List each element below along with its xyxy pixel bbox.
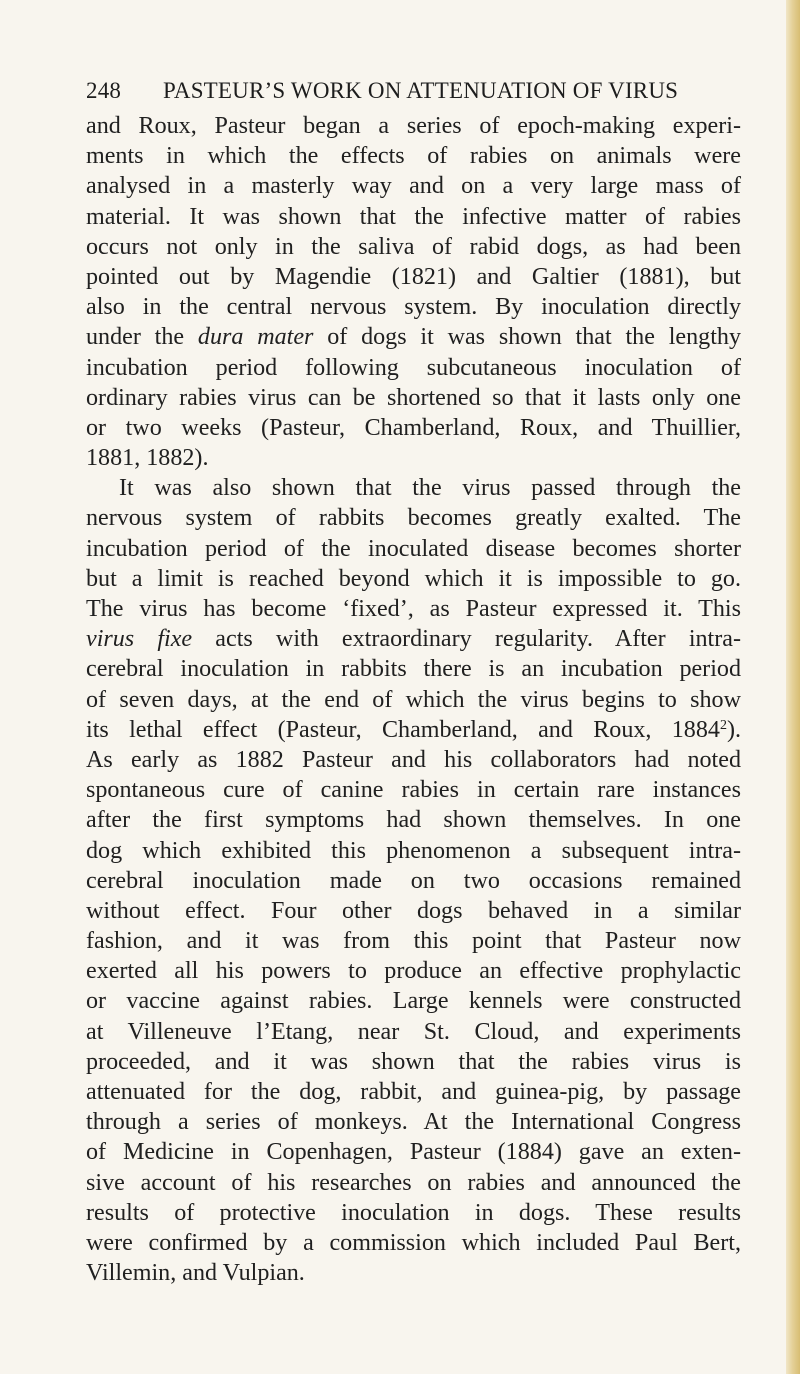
text-line (86, 1107, 741, 1137)
text-segment: nervous system of rabbits becomes greatly exalted. The (86, 505, 741, 532)
text-line (86, 1198, 741, 1228)
text-line (86, 1047, 741, 1077)
text-line (86, 775, 741, 805)
text-segment: of seven days, at the end of which the virus begins to show (86, 686, 741, 713)
text-line (86, 171, 741, 201)
text-line (86, 594, 741, 624)
text-segment: ordinary rabies virus can be shortened so that it lasts only one (86, 384, 741, 411)
text-line (86, 745, 741, 775)
text-segment: results of protective inoculation in dogs. These results (86, 1199, 741, 1226)
text-segment: also in the central nervous system. By inoculation directly (86, 294, 741, 321)
text-line (86, 473, 741, 503)
text-segment: pointed out by Magendie (1821) and Galtier (1881), but (86, 263, 741, 290)
text-segment: material. It was shown that the infective matter of rabies (86, 203, 741, 230)
text-segment: at Villeneuve l’Etang, near St. Cloud, and experiments (86, 1018, 741, 1045)
text-segment: but a limit is reached beyond which it is impossible to go. (86, 565, 741, 592)
text-segment: sive account of his researches on rabies and announced the (86, 1169, 741, 1196)
text-line (86, 1017, 741, 1047)
text-segment: under the (86, 324, 198, 351)
text-segment: or vaccine against rabies. Large kennels were constructed (86, 988, 741, 1015)
text-line (86, 624, 741, 654)
superscript: 2 (719, 717, 727, 733)
text-line (86, 292, 741, 322)
text-line (86, 654, 741, 684)
text-line (86, 1258, 741, 1288)
text-segment: The virus has become ‘fixed’, as Pasteur expressed it. This (86, 596, 741, 622)
text-segment: were confirmed by a commission which included Paul Bert, (86, 1229, 741, 1256)
text-line (86, 202, 741, 232)
text-line (86, 1137, 741, 1167)
text-line (86, 564, 741, 594)
text-line (86, 141, 741, 171)
page-number: 248 (86, 78, 122, 103)
text-line (86, 866, 741, 896)
text-segment: incubation period of the inoculated disease becomes shorter (86, 535, 741, 562)
text-segment: of Medicine in Copenhagen, Pasteur (1884) gave an exten- (86, 1139, 741, 1166)
text-segment: exerted all his powers to produce an effective prophylactic (86, 958, 741, 985)
text-segment: As early as 1882 Pasteur and his collaborators had noted (86, 746, 741, 773)
text-line (86, 503, 741, 533)
text-segment: after the first symptoms had shown themselves. In one (86, 807, 741, 834)
text-line (86, 262, 741, 292)
text-segment: occurs not only in the saliva of rabid dogs, as had been (86, 233, 741, 260)
text-line (86, 353, 741, 383)
text-segment: ments in which the effects of rabies on animals were (86, 143, 741, 170)
page-edge (786, 0, 800, 1374)
text-line (86, 926, 741, 956)
text-line (86, 685, 741, 715)
running-title: PASTEUR’S WORK ON ATTENUATION OF VIRUS (163, 78, 679, 103)
text-segment: dog which exhibited this phenomenon a subsequent intra- (86, 837, 741, 864)
text-segment: incubation period following subcutaneous inoculation of (86, 354, 741, 381)
italic-text: virus fixe (86, 626, 193, 653)
text-line (86, 986, 741, 1016)
text-line (86, 111, 741, 141)
text-line (86, 836, 741, 866)
text-line (86, 413, 741, 443)
text-segment: or two weeks (Pasteur, Chamberland, Roux, and Thuillier, (86, 414, 741, 441)
text-line (86, 715, 741, 745)
text-line (86, 322, 741, 352)
text-segment: Villemin, and Vulpian. (86, 1260, 305, 1287)
running-header (86, 78, 736, 110)
text-line (86, 1228, 741, 1258)
text-line (86, 232, 741, 262)
text-segment: 1881, 1882). (86, 445, 209, 472)
text-segment: fashion, and it was from this point that Pasteur now (86, 928, 741, 955)
italic-text: dura mater (197, 324, 314, 351)
text-segment: cerebral inoculation in rabbits there is an incubation period (86, 656, 741, 683)
text-segment: acts with extraordinary regularity. After intra- (192, 626, 741, 653)
text-line (86, 805, 741, 835)
text-segment: attenuated for the dog, rabbit, and guinea-pig, by passage (86, 1079, 741, 1105)
text-segment: cerebral inoculation made on two occasions remained (86, 867, 741, 894)
text-line (86, 956, 741, 986)
text-line (86, 896, 741, 926)
text-segment: of dogs it was shown that the lengthy (313, 324, 741, 351)
text-segment: ). (726, 716, 741, 743)
text-segment: without effect. Four other dogs behaved in a similar (86, 897, 741, 924)
text-segment: its lethal effect (Pasteur, Chamberland, and Roux, 1884 (86, 716, 720, 743)
body-text (86, 111, 741, 1288)
text-line (86, 534, 741, 564)
text-line (86, 443, 741, 473)
text-line (86, 383, 741, 413)
text-segment: through a series of monkeys. At the International Congress (86, 1109, 741, 1136)
text-line (86, 1077, 741, 1107)
text-segment: proceeded, and it was shown that the rabies virus is (86, 1048, 741, 1075)
text-segment: and Roux, Pasteur began a series of epoch-making experi- (86, 113, 741, 139)
text-segment: spontaneous cure of canine rabies in certain rare instances (86, 777, 741, 804)
text-segment: analysed in a masterly way and on a very large mass of (86, 173, 741, 200)
text-line (86, 1168, 741, 1198)
text-segment: It was also shown that the virus passed through the (119, 475, 741, 502)
